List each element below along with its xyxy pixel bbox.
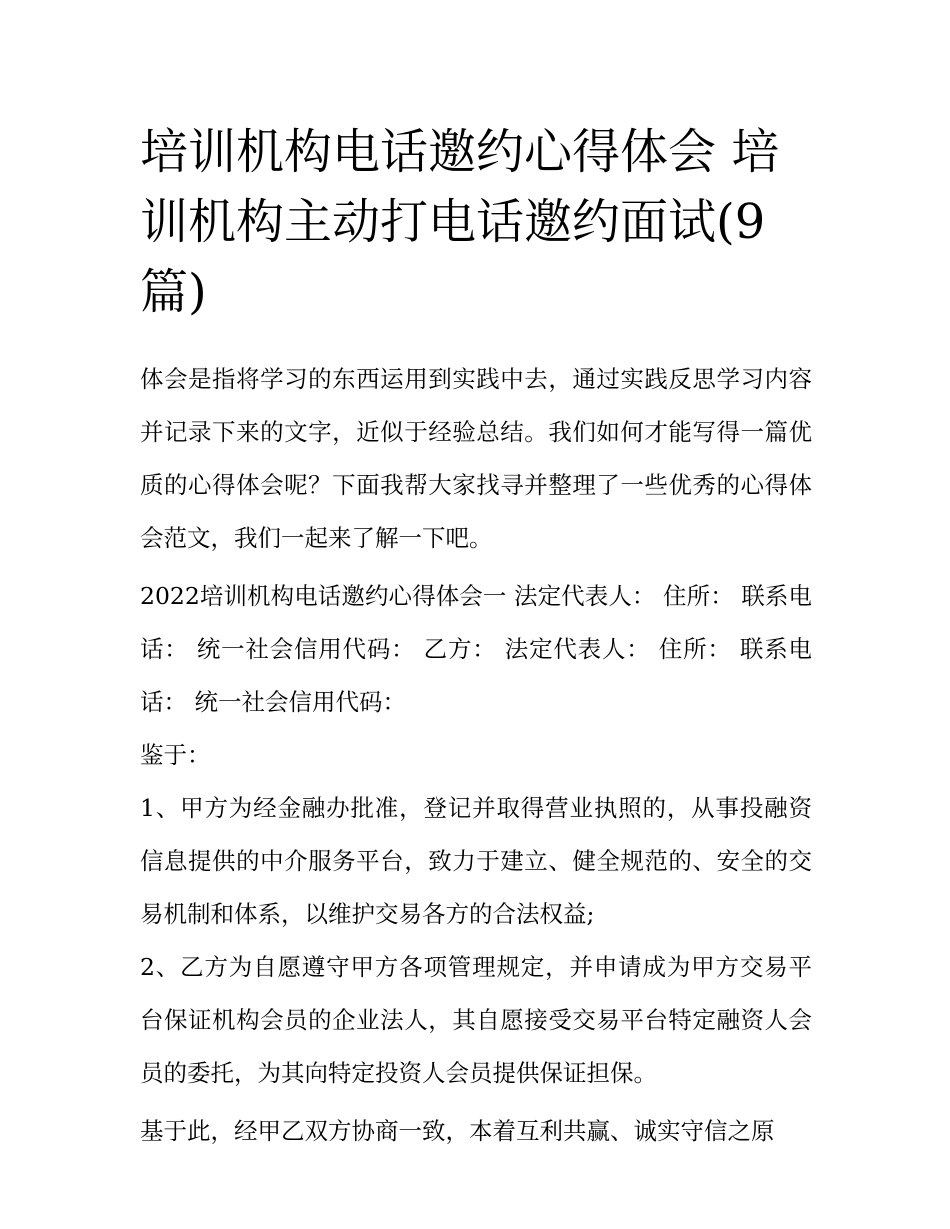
- whereas-heading: 鉴于：: [140, 741, 211, 769]
- intro-paragraph: 体会是指将学习的东西运用到实践中去，通过实践反思学习内容并记录下来的文字，近似于经验总结。我们如何才能写得一篇优质的心得体会呢？下面我帮大家找寻并整理了一些优秀的心得体会范文，我们一起来了解一下吧。: [140, 365, 812, 552]
- contract-parties-paragraph: 2022培训机构电话邀约心得体会一 法定代表人： 住所： 联系电话： 统一社会信用代码： 乙方： 法定代表人： 住所： 联系电话： 统一社会信用代码：: [140, 582, 812, 716]
- document-body: [140, 353, 812, 1158]
- document-title: 培训机构电话邀约心得体会 培训机构主动打电话邀约面试(9篇): [140, 124, 780, 320]
- clause-1-paragraph: 1、甲方为经金融办批准，登记并取得营业执照的，从事投融资信息提供的中介服务平台，致力于建立、健全规范的、安全的交易机制和体系，以维护交易各方的合法权益;: [140, 794, 812, 928]
- basis-paragraph: 基于此，经甲乙双方协商一致，本着互利共赢、诚实守信之原: [140, 1117, 775, 1145]
- clause-2-paragraph: 2、乙方为自愿遵守甲方各项管理规定，并申请成为甲方交易平台保证机构会员的企业法人，其自愿接受交易平台特定融资人会员的委托，为其向特定投资人会员提供保证担保。: [140, 953, 812, 1087]
